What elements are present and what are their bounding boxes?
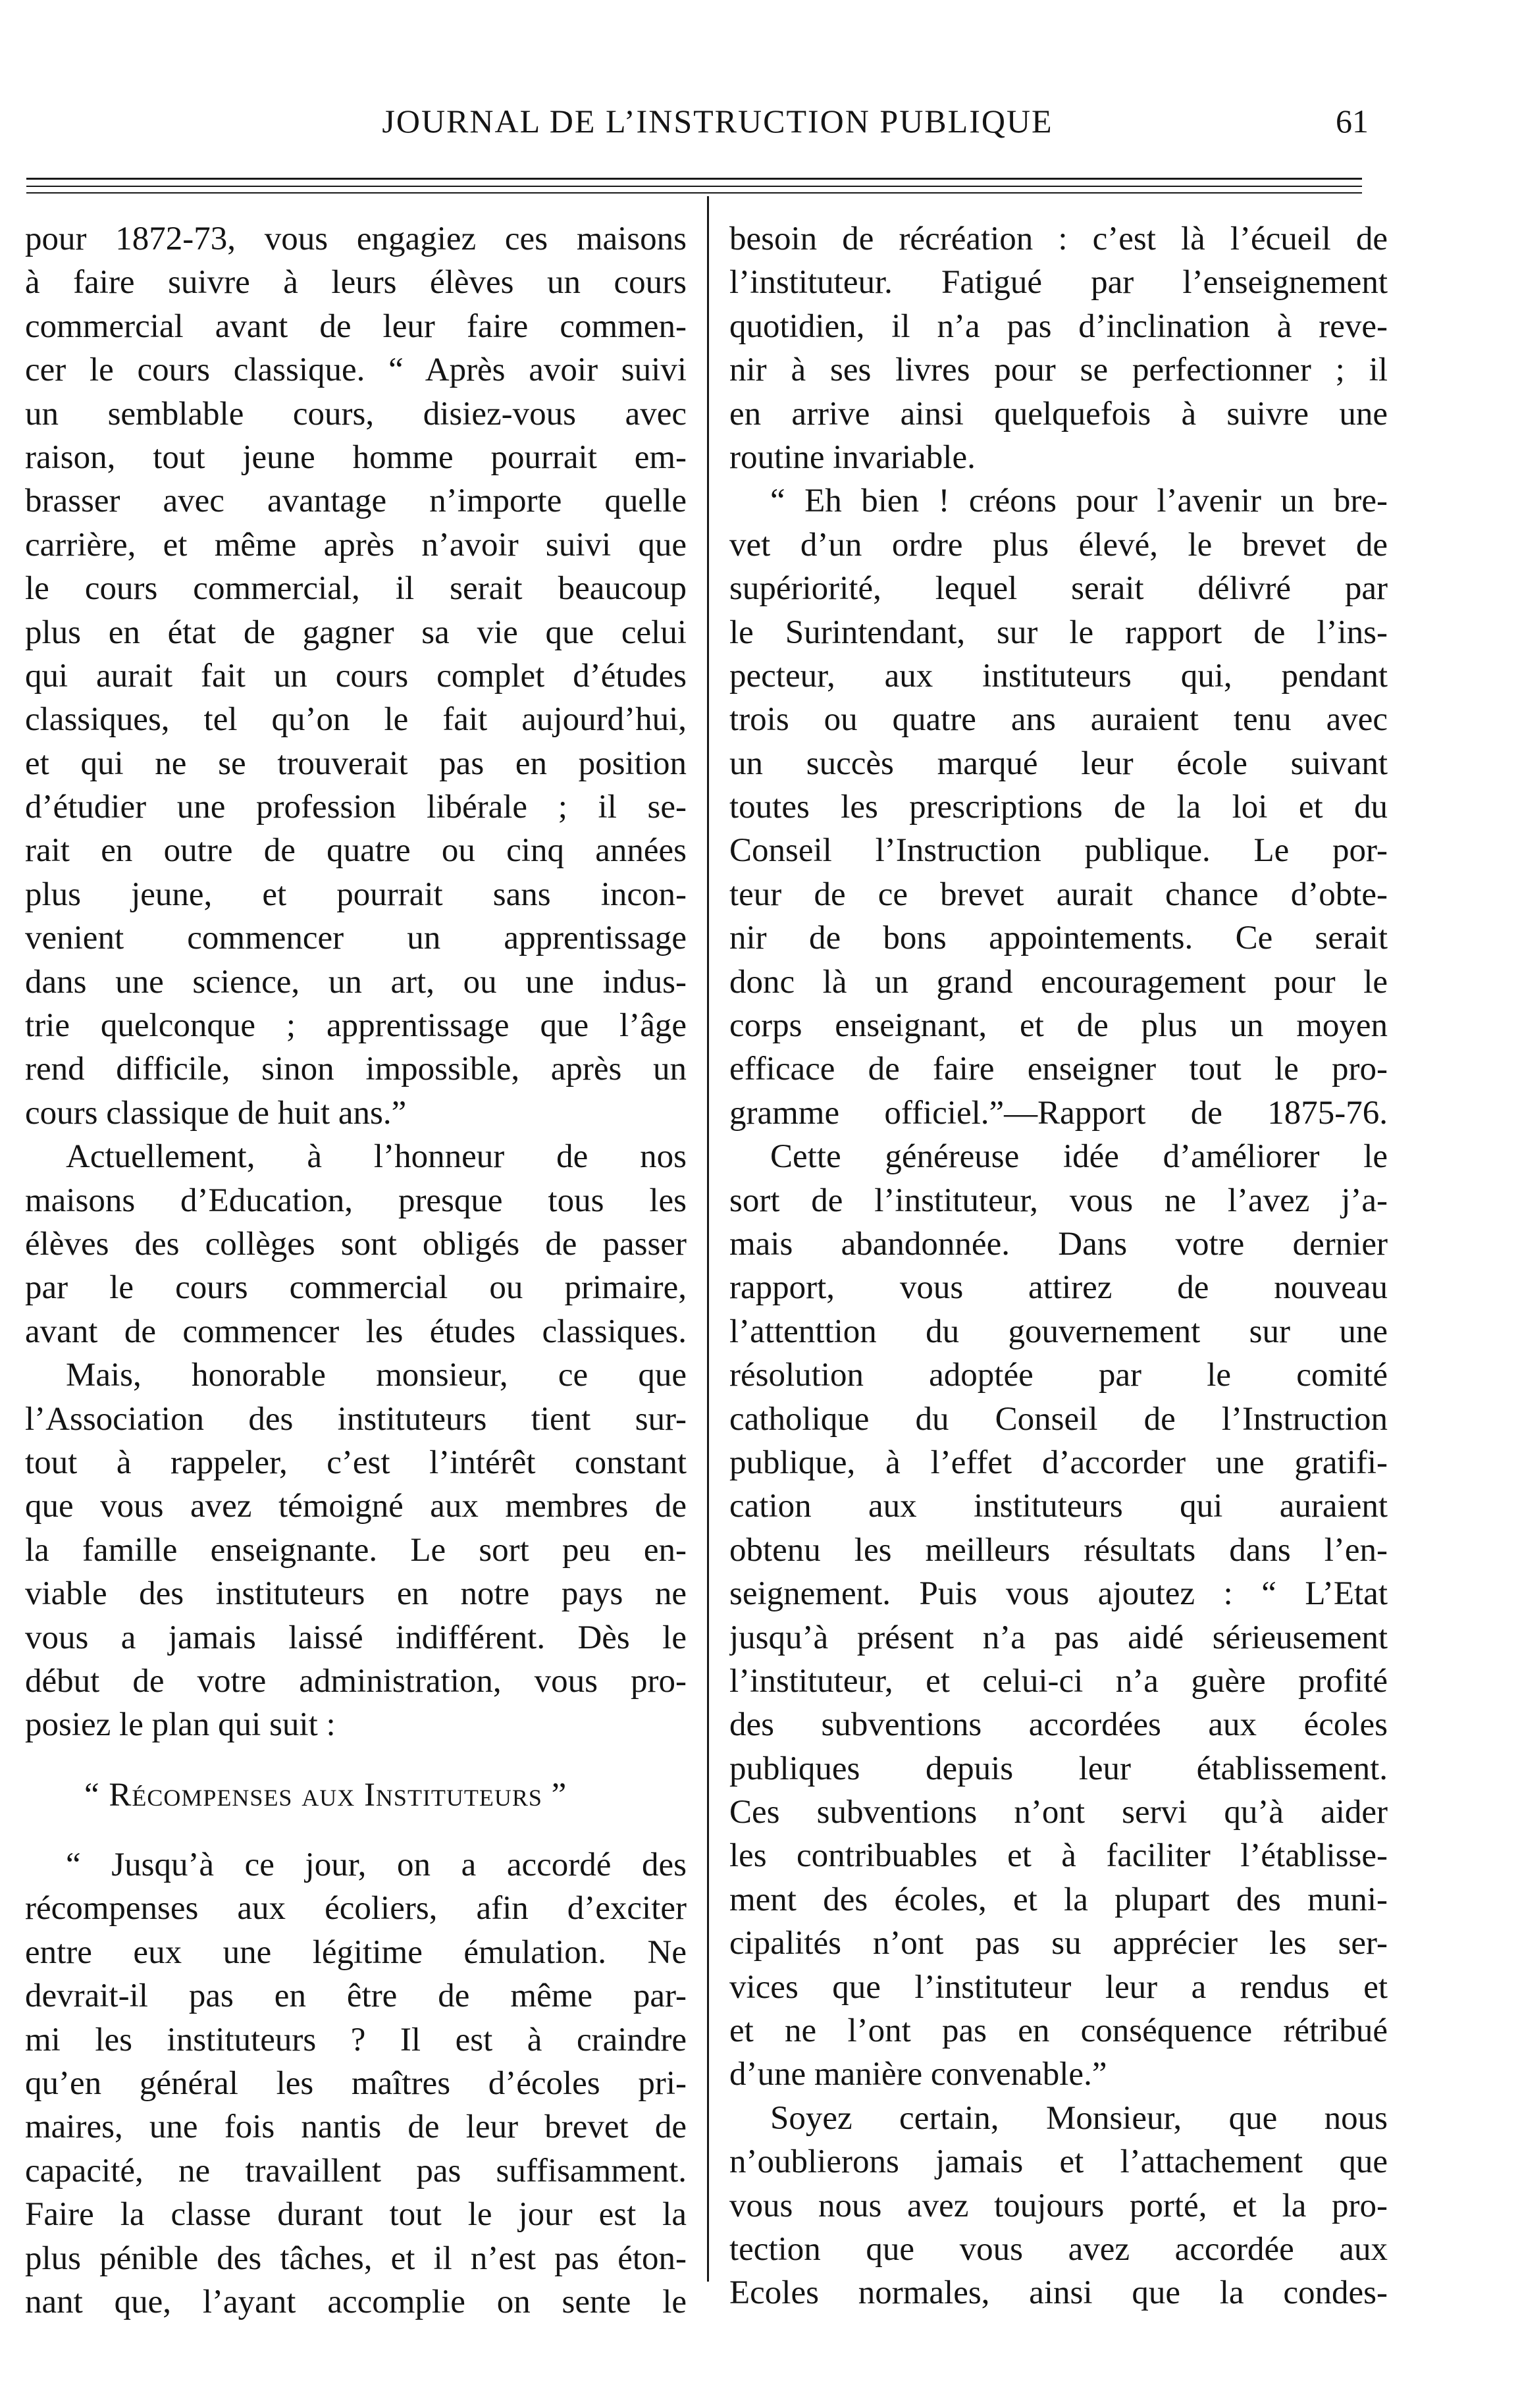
text-line: résolution adoptée par le comité xyxy=(729,1357,1388,1394)
text-line: pecteur, aux instituteurs qui, pendant xyxy=(729,657,1388,694)
right-column xyxy=(729,217,1388,2315)
text-line: Actuellement, à l’honneur de nos xyxy=(66,1138,687,1176)
text-line: vous a jamais laissé indifférent. Dès le xyxy=(25,1619,687,1656)
text-line: que vous avez témoigné aux membres de xyxy=(25,1488,687,1525)
text-line: trois ou quatre ans auraient tenu avec xyxy=(729,701,1388,739)
text-line: raison, tout jeune homme pourrait em- xyxy=(25,438,687,476)
text-line: commercial avant de leur faire commen- xyxy=(25,307,687,345)
text-line: qui aurait fait un cours complet d’études xyxy=(25,657,687,694)
text-line: maisons d’Education, presque tous les xyxy=(25,1182,687,1219)
text-line: et ne l’ont pas en conséquence rétribué xyxy=(729,2012,1388,2050)
text-line: plus en état de gagner sa vie que celui xyxy=(25,614,687,651)
text-line: rait en outre de quatre ou cinq années xyxy=(25,832,687,870)
text-line: le cours commercial, il serait beaucoup xyxy=(25,570,687,608)
text-line: obtenu les meilleurs résultats dans l’en- xyxy=(729,1531,1388,1569)
paragraph-gap xyxy=(25,1747,687,1773)
text-line: Conseil l’Instruction publique. Le por- xyxy=(729,832,1388,870)
text-line: vet d’un ordre plus élevé, le brevet de xyxy=(729,526,1388,563)
text-line: brasser avec avantage n’importe quelle xyxy=(25,483,687,520)
text-line: vous nous avez toujours porté, et la pro- xyxy=(729,2187,1388,2224)
text-line: mais abandonnée. Dans votre dernier xyxy=(729,1225,1388,1263)
text-line: mi les instituteurs ? Il est à craindre xyxy=(25,2021,687,2058)
text-line: Faire la classe durant tout le jour est la xyxy=(25,2196,687,2234)
text-line: pour 1872-73, vous engagiez ces maisons xyxy=(25,221,687,257)
text-line: jusqu’à présent n’a pas aidé sérieusement xyxy=(729,1619,1388,1656)
page-number: 61 xyxy=(1336,103,1369,140)
text-line: l’instituteur. Fatigué par l’enseignement xyxy=(729,264,1388,301)
text-line: venient commencer un apprentissage xyxy=(25,920,687,957)
text-line: cation aux instituteurs qui auraient xyxy=(729,1488,1388,1525)
text-line: un succès marqué leur école suivant xyxy=(729,745,1388,782)
text-line: quotidien, il n’a pas d’inclination à reve- xyxy=(729,307,1388,345)
text-line: Ecoles normales, ainsi que la condes- xyxy=(729,2274,1388,2312)
text-line: cipalités n’ont pas su apprécier les ser- xyxy=(729,1925,1388,1962)
text-line: dans une science, un art, ou une indus- xyxy=(25,963,687,1001)
text-line: début de votre administration, vous pro- xyxy=(25,1662,687,1700)
text-line: cer le cours classique. “ Après avoir suivi xyxy=(25,352,687,389)
text-line: en arrive ainsi quelquefois à suivre une xyxy=(729,395,1388,432)
running-title: JOURNAL DE L’INSTRUCTION PUBLIQUE xyxy=(382,103,1053,140)
text-line: tection que vous avez accordée aux xyxy=(729,2230,1388,2268)
text-line: Ces subventions n’ont servi qu’à aider xyxy=(729,1794,1388,1831)
text-line: capacité, ne travaillent pas suffisamment. xyxy=(25,2152,687,2189)
text-line: plus jeune, et pourrait sans incon- xyxy=(25,876,687,913)
text-line: à faire suivre à leurs élèves un cours xyxy=(25,264,687,301)
text-line: sort de l’instituteur, vous ne l’avez j’a- xyxy=(729,1182,1388,1219)
text-line: avant de commencer les études classiques. xyxy=(25,1313,687,1350)
text-line: nir de bons appointements. Ce serait xyxy=(729,920,1388,957)
text-line: toutes les prescriptions de la loi et du xyxy=(729,789,1388,826)
text-line: tout à rappeler, c’est l’intérêt constant xyxy=(25,1444,687,1481)
text-line: efficace de faire enseigner tout le pro- xyxy=(729,1051,1388,1088)
text-line: “ Eh bien ! créons pour l’avenir un bre- xyxy=(770,483,1388,520)
text-line: l’attenttion du gouvernement sur une xyxy=(729,1313,1388,1350)
text-line: teur de ce brevet aurait chance d’obte- xyxy=(729,876,1388,913)
column-divider xyxy=(707,196,709,2282)
text-line: rend difficile, sinon impossible, après un xyxy=(25,1051,687,1088)
text-line: Cette généreuse idée d’améliorer le xyxy=(770,1138,1388,1176)
header-rule xyxy=(26,178,1362,180)
text-line: récompenses aux écoliers, afin d’exciter xyxy=(25,1890,687,1927)
text-line: l’Association des instituteurs tient sur- xyxy=(25,1400,687,1438)
text-line: maires, une fois nantis de leur brevet de xyxy=(25,2108,687,2146)
text-line: rapport, vous attirez de nouveau xyxy=(729,1269,1388,1307)
paragraph-gap xyxy=(25,1817,687,1843)
text-line: supériorité, lequel serait délivré par xyxy=(729,570,1388,608)
text-line: publiques depuis leur établissement. xyxy=(729,1750,1388,1787)
text-line: devrait-il pas en être de même par- xyxy=(25,1977,687,2015)
text-line: seignement. Puis vous ajoutez : “ L’Etat xyxy=(729,1575,1388,1613)
running-head xyxy=(26,102,1494,155)
text-line: posiez le plan qui suit : xyxy=(25,1706,336,1744)
text-line: un semblable cours, disiez-vous avec xyxy=(25,395,687,432)
text-line: plus pénible des tâches, et il n’est pas éton- xyxy=(25,2239,687,2277)
text-line: l’instituteur, et celui-ci n’a guère profité xyxy=(729,1662,1388,1700)
text-line: carrière, et même après n’avoir suivi que xyxy=(25,526,687,563)
text-line: qu’en général les maîtres d’écoles pri- xyxy=(25,2065,687,2103)
text-line: corps enseignant, et de plus un moyen xyxy=(729,1007,1388,1045)
text-line: classiques, tel qu’on le fait aujourd’hui, xyxy=(25,701,687,739)
header-rule xyxy=(26,192,1362,194)
text-line: “ Jusqu’à ce jour, on a accordé des xyxy=(66,1846,687,1884)
text-line: le Surintendant, sur le rapport de l’ins- xyxy=(729,614,1388,651)
text-line: routine invariable. xyxy=(729,438,976,476)
text-line: gramme officiel.”—Rapport de 1875-76. xyxy=(729,1094,1388,1132)
text-line: par le cours commercial ou primaire, xyxy=(25,1269,687,1307)
text-line: n’oublierons jamais et l’attachement que xyxy=(729,2143,1388,2181)
left-column xyxy=(25,217,687,2324)
text-line: élèves des collèges sont obligés de passer xyxy=(25,1225,687,1263)
text-line: besoin de récréation : c’est là l’écueil de xyxy=(729,221,1388,257)
text-line: donc là un grand encouragement pour le xyxy=(729,963,1388,1001)
text-line: catholique du Conseil de l’Instruction xyxy=(729,1400,1388,1438)
text-line: viable des instituteurs en notre pays ne xyxy=(25,1575,687,1613)
text-line: vices que l’instituteur leur a rendus et xyxy=(729,1968,1388,2006)
text-line: entre eux une légitime émulation. Ne xyxy=(25,1933,687,1971)
text-line: publique, à l’effet d’accorder une gratifi- xyxy=(729,1444,1388,1481)
text-line: trie quelconque ; apprentissage que l’âge xyxy=(25,1007,687,1045)
text-line: nir à ses livres pour se perfectionner ; il xyxy=(729,352,1388,389)
text-line: cours classique de huit ans.” xyxy=(25,1094,407,1132)
text-line: Mais, honorable monsieur, ce que xyxy=(66,1357,687,1394)
text-line: nant que, l’ayant accomplie on sente le xyxy=(25,2283,687,2320)
text-line: des subventions accordées aux écoles xyxy=(729,1706,1388,1744)
text-line: ment des écoles, et la plupart des muni- xyxy=(729,1881,1388,1918)
text-line: et qui ne se trouverait pas en position xyxy=(25,745,687,782)
text-line: d’étudier une profession libérale ; il se- xyxy=(25,789,687,826)
header-rule xyxy=(26,186,1362,187)
text-line: Soyez certain, Monsieur, que nous xyxy=(770,2099,1388,2137)
text-line: d’une manière convenable.” xyxy=(729,2056,1107,2093)
text-line: les contribuables et à faciliter l’établisse- xyxy=(729,1837,1388,1875)
section-heading: “ Récompenses aux Instituteurs ” xyxy=(84,1776,567,1814)
text-line: la famille enseignante. Le sort peu en- xyxy=(25,1531,687,1569)
